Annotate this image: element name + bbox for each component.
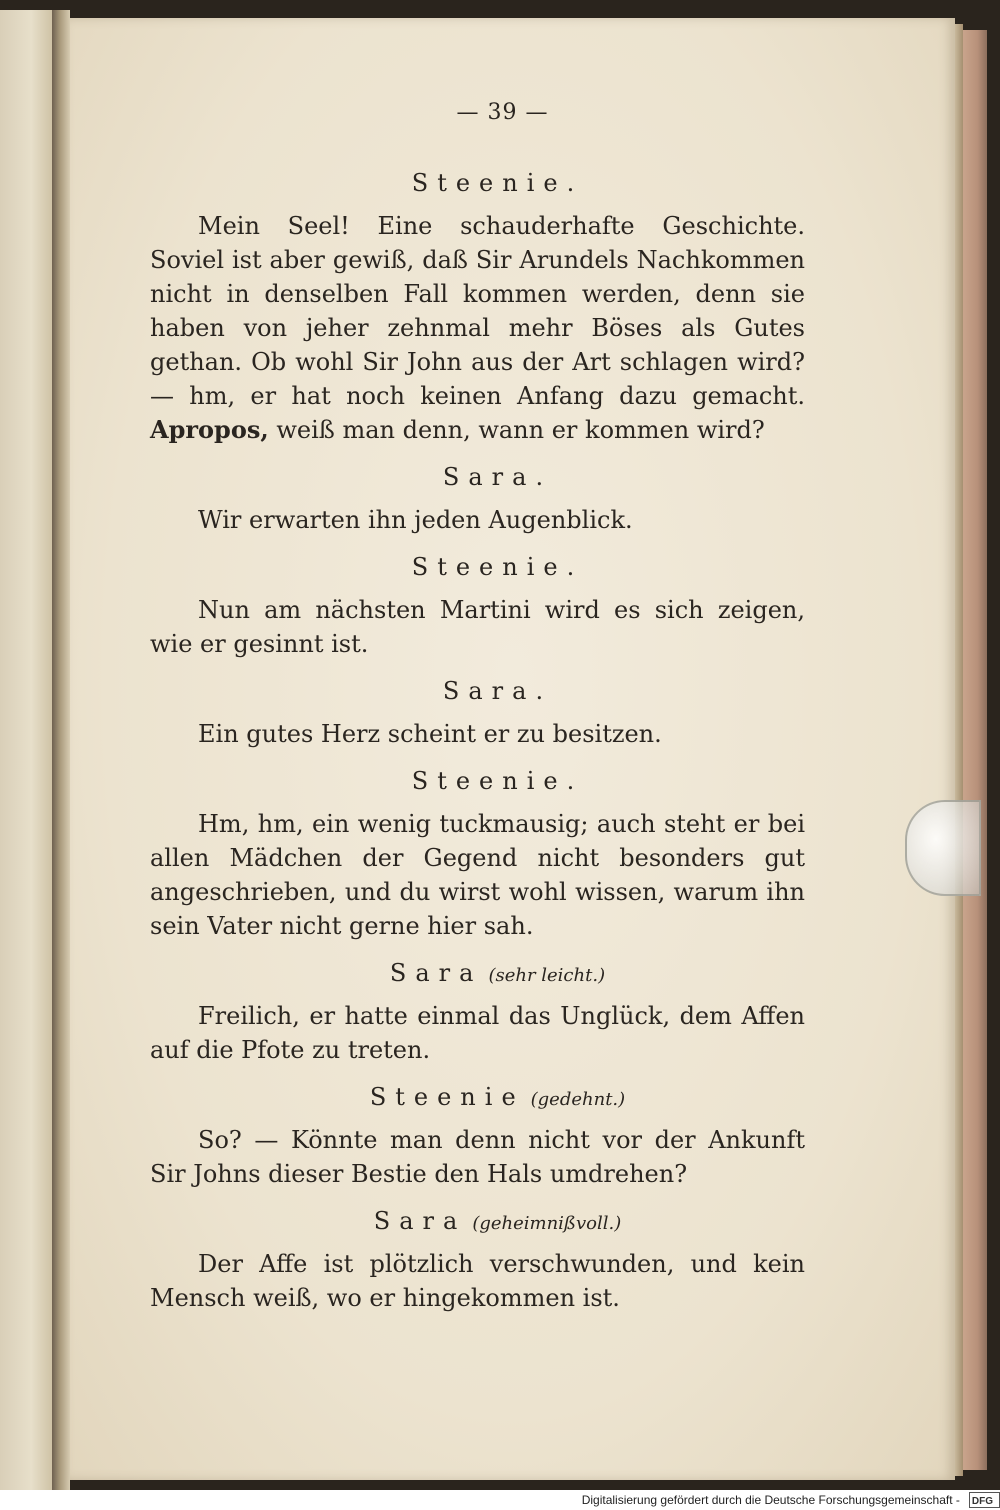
speaker-label: Steenie.: [411, 169, 584, 197]
speaker-name: [150, 1083, 805, 1111]
speaker-label: Steenie.: [411, 767, 584, 795]
page-edge: [955, 24, 963, 1476]
dialogue-block: [150, 959, 805, 1067]
stage-direction: (gedehnt.): [530, 1089, 626, 1110]
speaker-name: [150, 767, 805, 795]
speaker-label: Sara: [373, 1207, 467, 1235]
footer-credit: Digitalisierung gefördert durch die Deutsche Forschungsgemeinschaft -: [581, 1493, 960, 1507]
page-clip: [905, 800, 981, 896]
speaker-label: Steenie: [369, 1083, 525, 1111]
dialogue-block: [150, 767, 805, 943]
speech-latin-word: Apropos,: [150, 415, 269, 444]
dialogue-block: [150, 169, 805, 447]
speech-text: Ein gutes Herz scheint er zu besitzen.: [198, 720, 662, 748]
speech-text: Freilich, er hatte einmal das Unglück, dem Affen auf die Pfote zu treten.: [150, 1002, 805, 1064]
stage-direction: (geheimnißvoll.): [472, 1213, 622, 1234]
dialogue-block: [150, 677, 805, 751]
digitization-footer: [0, 1490, 1000, 1510]
speaker-label: Sara: [389, 959, 483, 987]
speaker-label: Sara.: [442, 677, 553, 705]
speaker-name: [150, 677, 805, 705]
speaker-name: [150, 463, 805, 491]
speech-text: So? — Könnte man denn nicht vor der Ankunft Sir Johns dieser Bestie den Hals umdrehen?: [150, 1126, 805, 1188]
left-page-edge: [0, 10, 52, 1490]
speaker-name: [150, 959, 805, 987]
speech-text: Wir erwarten ihn jeden Augenblick.: [198, 506, 633, 534]
speaker-name: [150, 169, 805, 197]
speaker-name: [150, 553, 805, 581]
speech-text: Hm, hm, ein wenig tuckmausig; auch steht er bei allen Mädchen der Gegend nicht besonders gut angeschrieben, und du wirst wohl wissen, warum ihn sein Vater nicht gerne hier sah.: [150, 810, 805, 940]
speech-part: weiß man denn, wann er kommen wird?: [276, 416, 765, 444]
dfg-logo-icon[interactable]: DFG: [969, 1492, 1000, 1508]
cover-backing: [963, 30, 987, 1470]
speaker-label: Sara.: [442, 463, 553, 491]
speech-part: Mein Seel! Eine schauderhafte Geschichte. Soviel ist aber gewiß, daß Sir Arundels Nachkommen nicht in denselben Fall kommen werden, denn sie haben von jeher zehnmal mehr Böses als Gutes gethan. Ob wohl Sir John aus der Art schlagen wird? — hm, er hat noch keinen Anfang dazu gemacht.: [150, 212, 805, 410]
stage-direction: (sehr leicht.): [488, 965, 606, 986]
dialogue-block: [150, 1207, 805, 1315]
speaker-name: [150, 1207, 805, 1235]
speech-text: Nun am nächsten Martini wird es sich zeigen, wie er gesinnt ist.: [150, 596, 805, 658]
page-number: — 39 —: [456, 100, 549, 125]
dialogue-block: [150, 463, 805, 537]
dialogue-block: [150, 553, 805, 661]
speech-text: Der Affe ist plötzlich verschwunden, und kein Mensch weiß, wo er hingekommen ist.: [150, 1250, 805, 1312]
speaker-label: Steenie.: [411, 553, 584, 581]
speech-text: [150, 209, 805, 447]
book-gutter: [52, 10, 70, 1490]
page-content: [150, 100, 805, 1331]
dialogue-block: [150, 1083, 805, 1191]
